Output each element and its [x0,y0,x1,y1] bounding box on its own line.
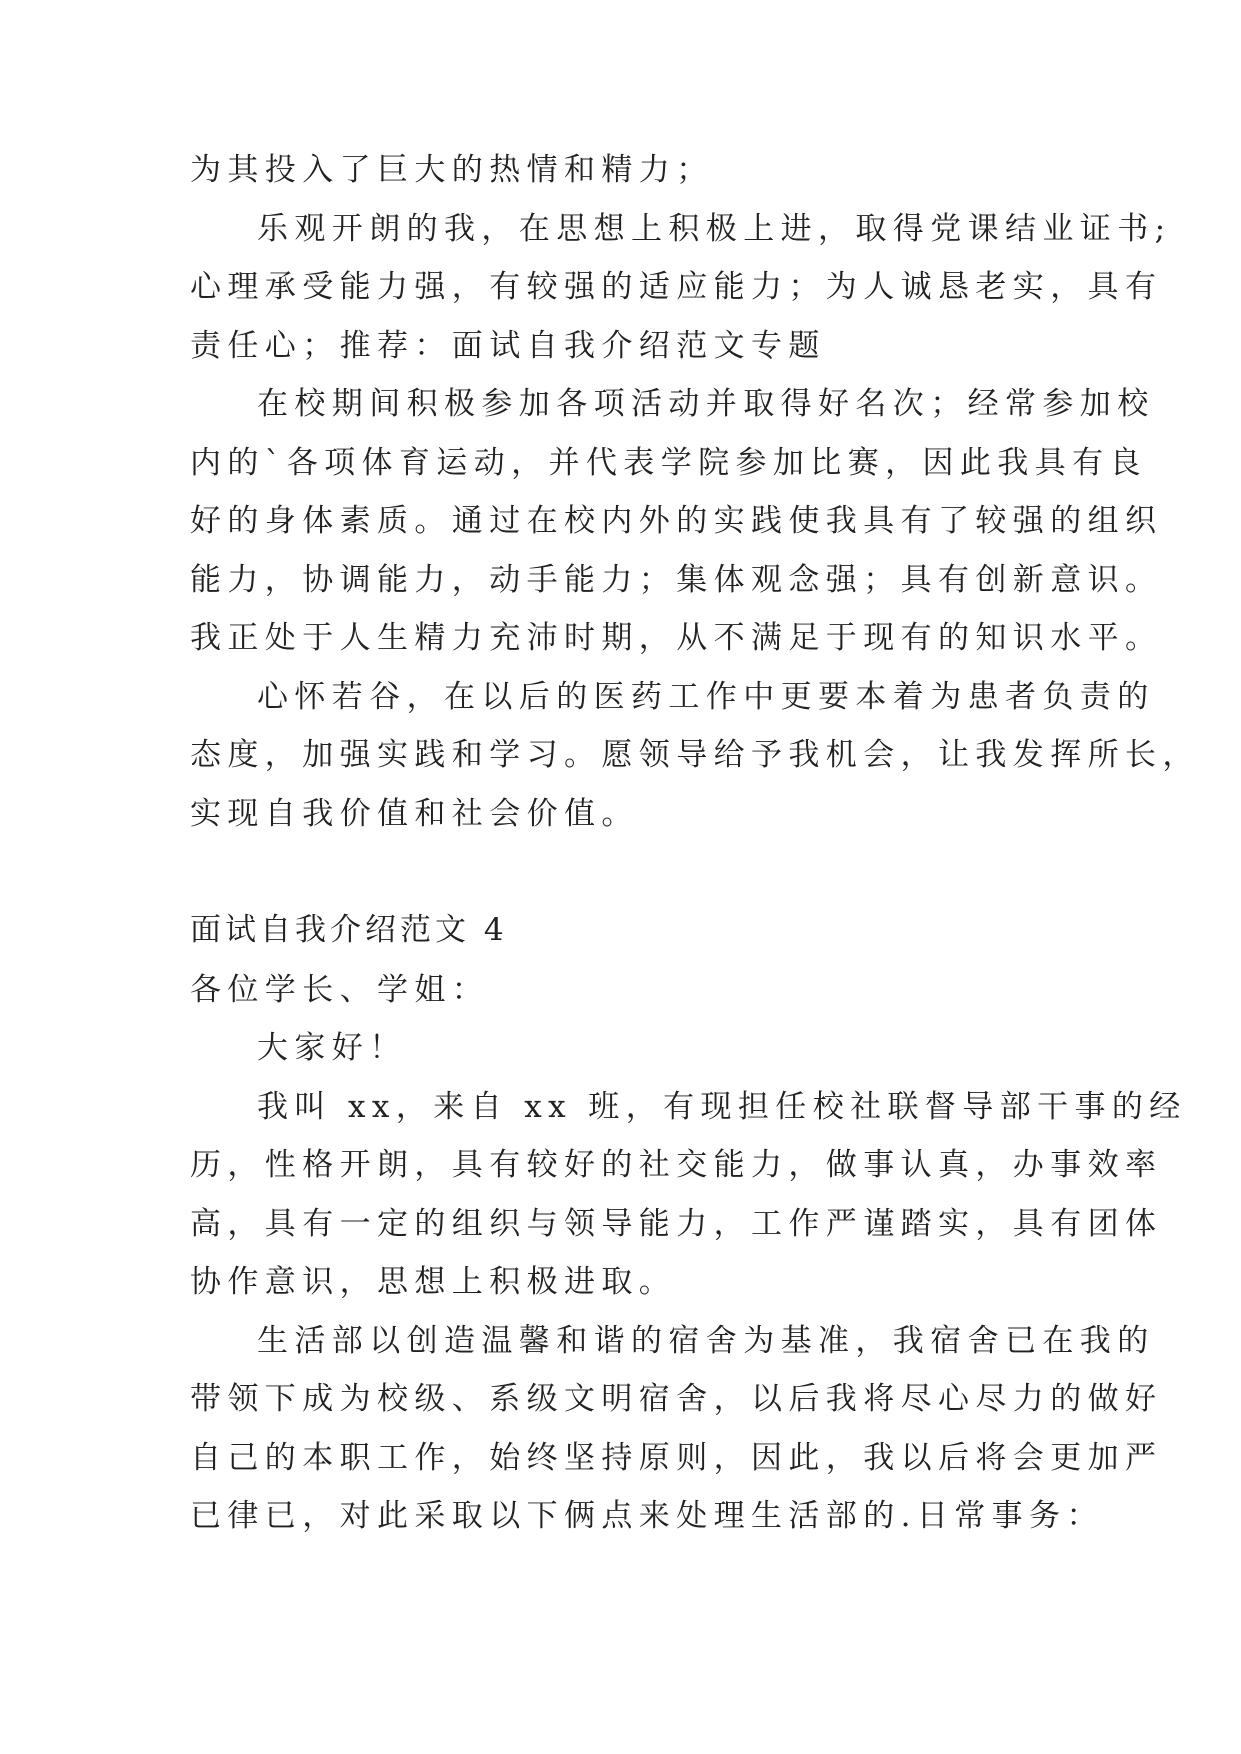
text-line: 态度，加强实践和学习。愿领导给予我机会，让我发挥所长， [190,737,1200,773]
text-line: 带领下成为校级、系级文明宿舍，以后我将尽心尽力的做好 [190,1381,1163,1417]
paragraph-first-line: 在校期间积极参加各项活动并取得好名次；经常参加校 [257,386,1155,422]
salutation: 各位学长、学姐： [190,972,490,1008]
paragraph-first-line: 生活部以创造温馨和谐的宿舍为基准，我宿舍已在我的 [257,1323,1155,1359]
section-heading: 面试自我介绍范文 4 [190,912,508,948]
text-line: 内的`各项体育运动，并代表学院参加比赛，因此我具有良 [190,445,1147,481]
text-line: 能力，协调能力，动手能力；集体观念强；具有创新意识。 [190,562,1163,598]
text-line: 已律已，对此采取以下俩点来处理生活部的.日常事务： [190,1498,1104,1534]
text-line: 历，性格开朗，具有较好的社交能力，做事认真，办事效率 [190,1147,1163,1183]
text-line: 协作意识，思想上积极进取。 [190,1264,677,1300]
paragraph-first-line: 我叫 xx，来自 xx 班，有现担任校社联督导部干事的经 [257,1089,1187,1125]
paragraph-first-line: 乐观开朗的我，在思想上积极上进，取得党课结业证书; [257,211,1172,247]
text-line: 实现自我价值和社会价值。 [190,796,639,832]
text-line: 责任心；推荐：面试自我介绍范文专题 [190,328,826,364]
text-line: 心理承受能力强，有较强的适应能力；为人诚恳老实，具有 [190,269,1163,305]
greeting-line: 大家好！ [257,1030,407,1066]
text-line: 我正处于人生精力充沛时期，从不满足于现有的知识水平。 [190,620,1163,656]
text-line: 好的身体素质。通过在校内外的实践使我具有了较强的组织 [190,503,1163,539]
text-line: 为其投入了巨大的热情和精力； [190,152,714,188]
paragraph-first-line: 心怀若谷，在以后的医药工作中更要本着为患者负责的 [257,679,1155,715]
text-line: 高，具有一定的组织与领导能力，工作严谨踏实，具有团体 [190,1206,1163,1242]
text-line: 自己的本职工作，始终坚持原则，因此，我以后将会更加严 [190,1440,1163,1476]
